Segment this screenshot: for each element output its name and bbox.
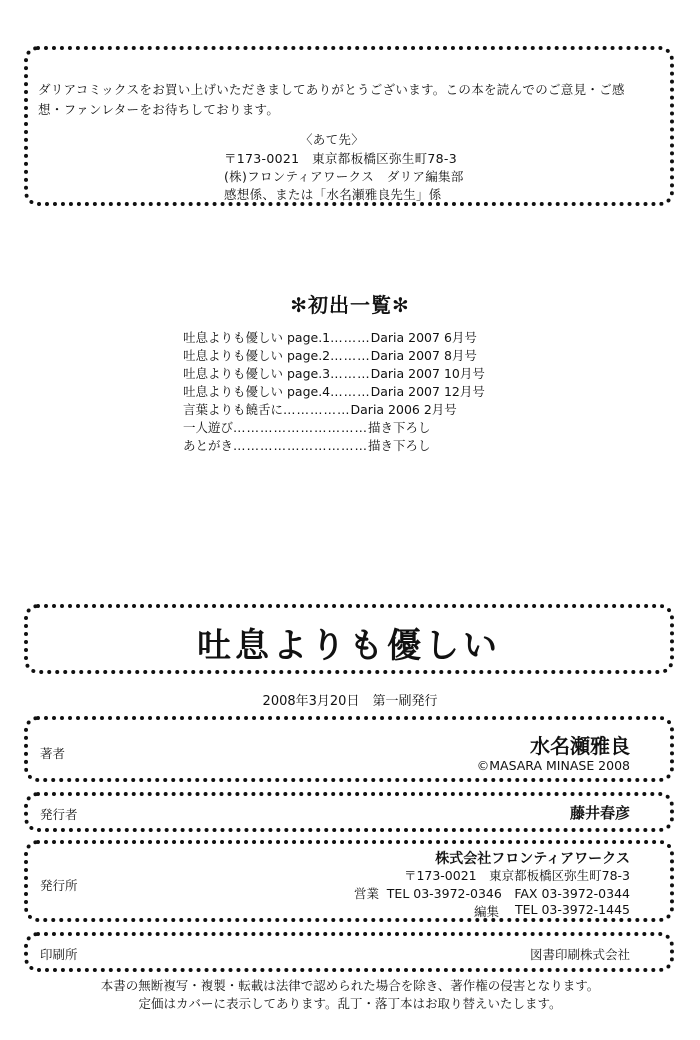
author-name: 水名瀬雅良 <box>530 734 630 758</box>
author-box <box>24 716 674 782</box>
first-publication-item <box>183 346 477 364</box>
item-source: Daria 2007 8月号 <box>370 348 477 363</box>
item-title: 一人遊び <box>183 420 234 435</box>
book-title: 吐息よりも優しい <box>197 626 501 666</box>
sales-contact: TEL 03-3972-0346 FAX 03-3972-0344 <box>386 886 630 901</box>
edit-contact: TEL 03-3972-1445 <box>514 902 630 917</box>
item-title: あとがき <box>183 438 234 453</box>
first-publication-item <box>183 328 477 346</box>
item-source: 描き下ろし <box>368 438 431 453</box>
first-publication-item <box>183 400 457 418</box>
author-label: 著者 <box>40 746 66 761</box>
item-title: 言葉よりも饒舌に <box>183 402 284 417</box>
item-source: Daria 2007 12月号 <box>370 384 485 399</box>
address-company: (株)フロンティアワークス ダリア編集部 <box>224 169 464 184</box>
printer-name: 図書印刷株式会社 <box>529 947 630 962</box>
address-postal: 〒173-0021 東京都板橋区弥生町78-3 <box>224 151 457 166</box>
address-attn: 感想係、または「水名瀬雅良先生」係 <box>224 187 442 202</box>
publication-date: 2008年3月20日 第一刷発行 <box>262 694 438 709</box>
item-title: 吐息よりも優しい page.1 <box>183 330 331 345</box>
item-leader: ………………………… <box>233 420 369 435</box>
sales-label: 営業 <box>354 886 380 901</box>
book-title-box <box>24 604 674 674</box>
edit-label: 編集 <box>474 904 500 919</box>
publishing-office-box <box>24 840 674 922</box>
item-source: Daria 2007 10月号 <box>370 366 485 381</box>
publisher-name: 藤井春彦 <box>569 804 630 822</box>
item-leader: ……… <box>330 384 371 399</box>
copyright: ©MASARA MINASE 2008 <box>476 758 630 773</box>
item-title: 吐息よりも優しい page.3 <box>183 366 331 381</box>
printer-box <box>24 932 674 972</box>
item-source: 描き下ろし <box>368 420 431 435</box>
item-title: 吐息よりも優しい page.2 <box>183 348 331 363</box>
first-publication-item <box>183 382 485 400</box>
publisher-label: 発行者 <box>40 807 78 822</box>
first-publication-title: ✻初出一覧✻ <box>290 293 410 317</box>
first-publication-item <box>183 436 431 454</box>
reader-letter-line1: ダリアコミックスをお買い上げいただきましてありがとうございます。この本を読んでのご意見・ご感 <box>38 82 625 97</box>
office-postal: 〒173-0021 東京都板橋区弥生町78-3 <box>403 868 630 883</box>
copyright-notice-line1: 本書の無断複写・複製・転載は法律で認められた場合を除き、著作権の侵害となります。 <box>100 978 600 993</box>
item-source: Daria 2006 2月号 <box>350 402 457 417</box>
address-heading: 〈あて先〉 <box>300 132 365 147</box>
item-leader: ……… <box>330 330 371 345</box>
office-company: 株式会社フロンティアワークス <box>435 851 630 867</box>
item-source: Daria 2007 6月号 <box>370 330 477 345</box>
item-leader: ……… <box>330 366 371 381</box>
first-publication-item <box>183 364 485 382</box>
item-leader: ………………………… <box>233 438 369 453</box>
item-leader: ……… <box>330 348 371 363</box>
reader-letter-line2: 想・ファンレターをお待ちしております。 <box>38 102 280 117</box>
publisher-person-box <box>24 792 674 832</box>
item-title: 吐息よりも優しい page.4 <box>183 384 331 399</box>
office-label: 発行所 <box>40 878 78 893</box>
printer-label: 印刷所 <box>40 947 78 962</box>
first-publication-item <box>183 418 431 436</box>
item-leader: …………… <box>283 402 351 417</box>
copyright-notice-line2: 定価はカバーに表示してあります。乱丁・落丁本はお取り替えいたします。 <box>138 996 562 1011</box>
reader-letter-box <box>24 46 674 206</box>
